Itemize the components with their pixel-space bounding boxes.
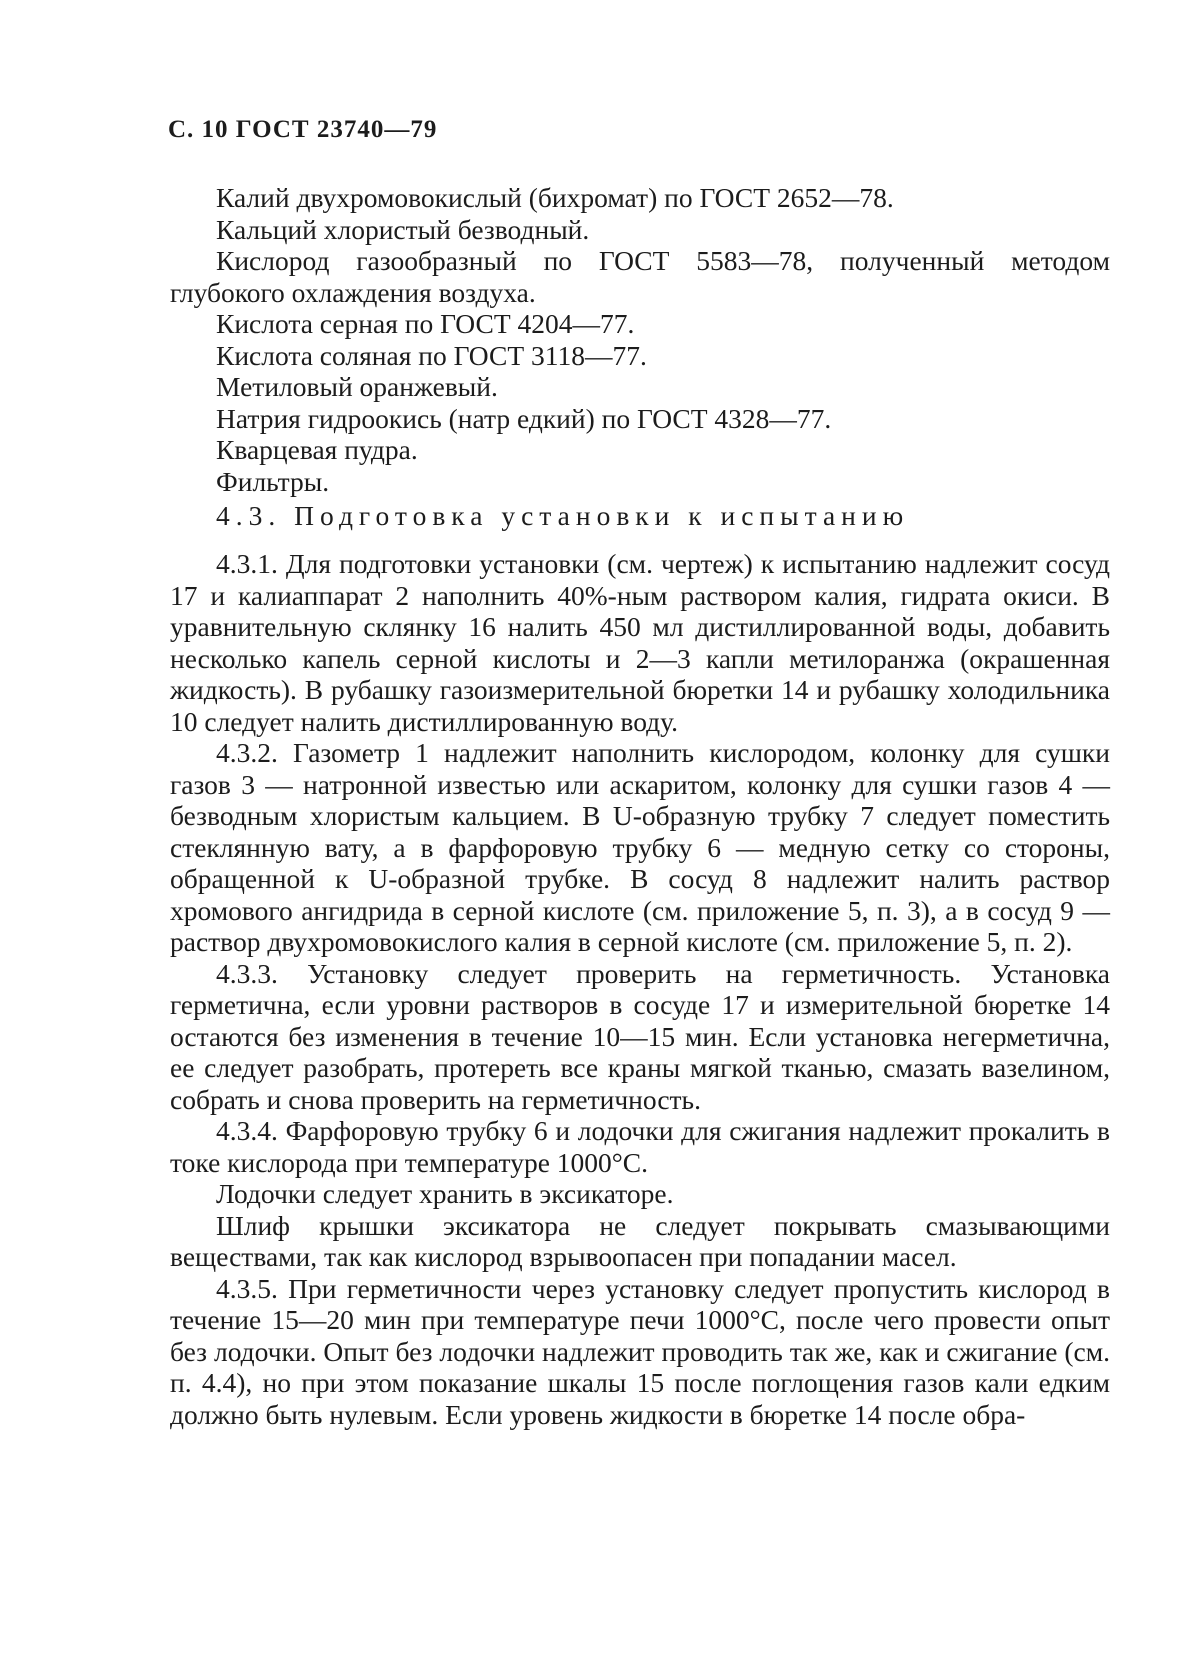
paragraph-4-3-3: 4.3.3. Установку следует проверить на герметичность. Установка герметична, если уровни растворов в сосуде 17 и измерительной бюретке 14 остаются без изменения в течение 10—15 мин. Если установка негерметична, ее следует разобрать, протереть все краны мягкой тканью, смазать вазелином, собрать и снова проверить на герметичность.: [170, 957, 1110, 1115]
materials-list: [170, 182, 1110, 497]
paragraph-4-3-5: 4.3.5. При герметичности через установку следует пропустить кислород в течение 15—20 мин при температуре печи 1000°С, после чего провести опыт без лодочки. Опыт без лодочки надлежит проводить так же, как и сжигание (см. п. 4.4), но при этом показание шкалы 15 после поглощения газов кали едким должно быть нулевым. Если уровень жидкости в бюретке 14 после обра-: [170, 1272, 1110, 1430]
list-item: Кальций хлористый безводный.: [216, 213, 590, 245]
paragraph-4-3-4-grease: Шлиф крышки эксикатора не следует покрывать смазывающими веществами, так как кислород взрывоопасен при попадании масел.: [170, 1209, 1110, 1272]
paragraph-4-3-2: 4.3.2. Газометр 1 надлежит наполнить кислородом, колонку для сушки газов 3 — натронной известью или аскаритом, колонку для сушки газов 4 — безводным хлористым кальцием. В U-образную трубку 7 следует поместить стеклянную вату, а в фарфоровую трубку 6 — медную сетку со стороны, обращенной к U-образной трубке. В сосуд 8 надлежит налить раствор хромового ангидрида в серной кислоте (см. приложение 5, п. 3), а в сосуд 9 — раствор двухромовокислого калия в серной кислоте (см. приложение 5, п. 2).: [170, 737, 1110, 957]
list-item: Натрия гидроокись (натр едкий) по ГОСТ 4328—77.: [216, 402, 832, 434]
body-text: [170, 548, 1110, 1430]
section-title: 4.3. Подготовка установки к испытанию: [216, 500, 910, 531]
paragraph-4-3-4-storage: Лодочки следует хранить в эксикаторе.: [216, 1178, 674, 1209]
list-item: Кварцевая пудра.: [216, 434, 418, 465]
list-item: Кислород газообразный по ГОСТ 5583—78, полученный методом глубокого охлаждения воздуха.: [170, 245, 1110, 308]
list-item: Калий двухромовокислый (бихромат) по ГОСТ 2652—78.: [216, 182, 894, 213]
page-header: С. 10 ГОСТ 23740—79: [168, 116, 438, 143]
paragraph-4-3-1: 4.3.1. Для подготовки установки (см. чертеж) к испытанию надлежит сосуд 17 и калиаппарат 2 наполнить 40%-ным раствором калия, гидрата окиси. В уравнительную склянку 16 налить 450 мл дистиллированной воды, добавить несколько капель серной кислоты и 2—3 капли метилоранжа (окрашенная жидкость). В рубашку газоизмерительной бюретки 14 и рубашку холодильника 10 следует налить дистиллированную воду.: [170, 548, 1110, 737]
list-item: Фильтры.: [216, 465, 330, 497]
list-item: Кислота серная по ГОСТ 4204—77.: [216, 308, 635, 339]
paragraph-4-3-4: 4.3.4. Фарфоровую трубку 6 и лодочки для сжигания надлежит прокалить в токе кислорода при температуре 1000°С.: [170, 1115, 1110, 1178]
list-item: Метиловый оранжевый.: [216, 371, 498, 402]
list-item: Кислота соляная по ГОСТ 3118—77.: [216, 339, 647, 371]
